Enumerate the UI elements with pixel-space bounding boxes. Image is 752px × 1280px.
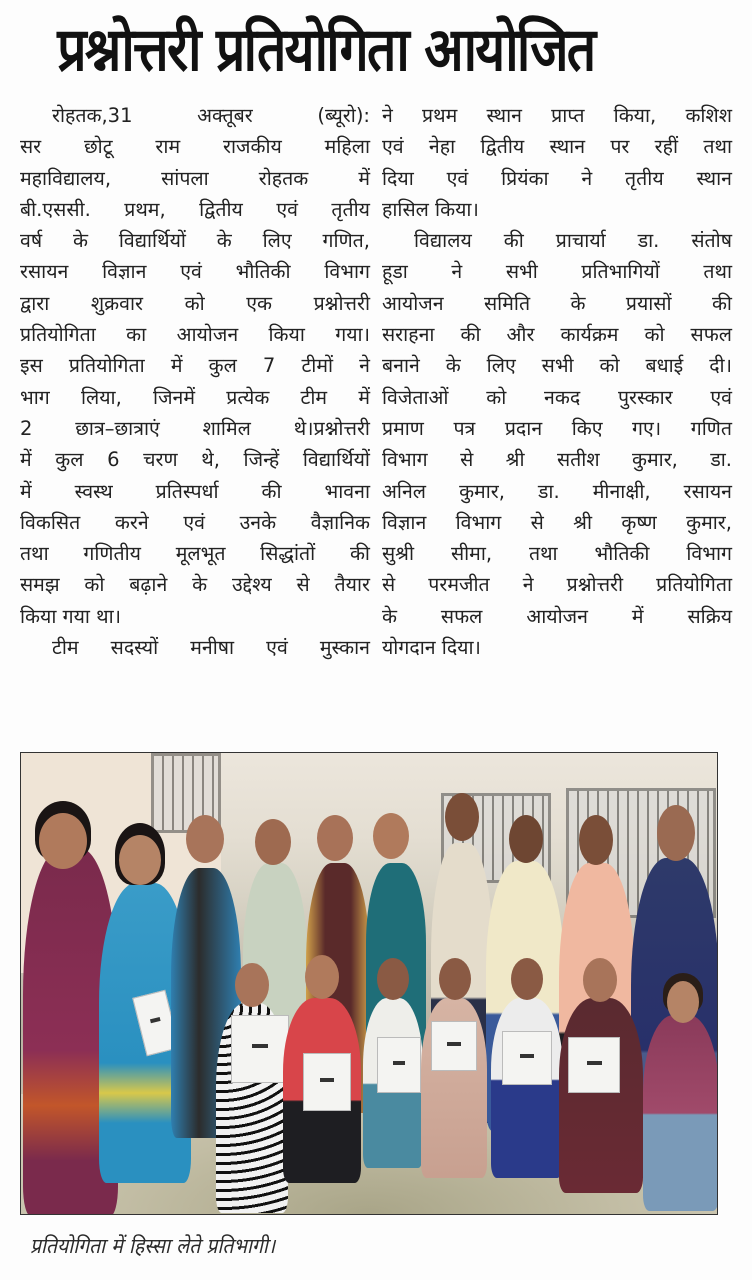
body-line: बी.एससी. प्रथम, द्वितीय एवं तृतीय xyxy=(20,197,370,221)
person-head xyxy=(439,958,471,1000)
body-line: में स्वस्थ प्रतिस्पर्धा की भावना xyxy=(20,479,370,503)
certificate xyxy=(568,1037,620,1093)
body-line: टीम सदस्यों मनीषा एवं मुस्कान xyxy=(52,636,370,660)
body-line: दिया एवं प्रियंका ने तृतीय स्थान xyxy=(382,166,732,190)
photo-caption: प्रतियोगिता में हिस्सा लेते प्रतिभागी। xyxy=(30,1234,276,1258)
body-line: वर्ष के विद्यार्थियों के लिए गणित, xyxy=(20,229,370,253)
body-line: समझ को बढ़ाने के उद्देश्य से तैयार xyxy=(20,573,370,597)
body-line: सुश्री सीमा, तथा भौतिकी विभाग xyxy=(382,542,732,566)
person-head xyxy=(39,813,87,869)
certificate xyxy=(502,1031,552,1085)
body-line: भाग लिया, जिनमें प्रत्येक टीम में xyxy=(20,385,370,409)
person-head xyxy=(377,958,409,1000)
body-line: सर छोटू राम राजकीय महिला xyxy=(20,135,370,159)
person-head xyxy=(119,835,161,885)
person-head xyxy=(667,981,699,1023)
body-line: बनाने के लिए सभी को बधाई दी। xyxy=(382,354,732,378)
body-line: सराहना की और कार्यक्रम को सफल xyxy=(382,323,732,347)
body-line: तथा गणितीय मूलभूत सिद्धांतों की xyxy=(20,542,370,566)
certificate xyxy=(377,1037,421,1093)
body-line: ने प्रथम स्थान प्राप्त किया, कशिश xyxy=(382,104,732,127)
person-head xyxy=(255,819,291,865)
person-head xyxy=(186,815,224,863)
person-head xyxy=(511,958,543,1000)
dateline: रोहतक,31 अक्तूबर (ब्यूरो): xyxy=(52,104,370,127)
headline: प्रश्नोत्तरी प्रतियोगिता आयोजित xyxy=(57,15,595,85)
person xyxy=(559,998,643,1193)
body-line: प्रमाण पत्र प्रदान किए गए। गणित xyxy=(382,416,732,440)
body-line: प्रतियोगिता का आयोजन किया गया। xyxy=(20,323,370,347)
body-line: 2 छात्र–छात्राएं शामिल थे।प्रश्नोत्तरी xyxy=(20,416,370,440)
person-head xyxy=(445,793,479,841)
body-line: से परमजीत ने प्रश्नोत्तरी प्रतियोगिता xyxy=(382,573,732,597)
person-head xyxy=(657,805,695,861)
body-line: रसायन विज्ञान एवं भौतिकी विभाग xyxy=(20,260,370,284)
person xyxy=(491,998,563,1178)
body-line: के सफल आयोजन में सक्रिय xyxy=(382,604,732,628)
person-head xyxy=(305,955,339,999)
body-line: हूडा ने सभी प्रतिभागियों तथा xyxy=(382,260,732,284)
person-head xyxy=(579,815,613,865)
body-line: द्वारा शुक्रवार को एक प्रश्नोत्तरी xyxy=(20,291,370,315)
certificate xyxy=(231,1015,289,1083)
person-head xyxy=(235,963,269,1007)
body-line: विद्यालय की प्राचार्या डा. संतोष xyxy=(414,229,732,253)
body-line: योगदान दिया। xyxy=(382,636,481,660)
body-line: में कुल 6 चरण थे, जिन्हें विद्यार्थियों xyxy=(20,448,370,472)
person-head xyxy=(509,815,543,863)
article-left-column xyxy=(20,100,370,663)
person xyxy=(643,1015,718,1211)
body-line: आयोजन समिति के प्रयासों की xyxy=(382,291,732,315)
group-photo xyxy=(20,752,718,1215)
body-line: महाविद्यालय, सांपला रोहतक में xyxy=(20,166,370,190)
body-line: एवं नेहा द्वितीय स्थान पर रहीं तथा xyxy=(382,135,732,159)
body-line: विजेताओं को नकद पुरस्कार एवं xyxy=(382,385,732,409)
person-head xyxy=(373,813,409,859)
body-line: विज्ञान विभाग से श्री कृष्ण कुमार, xyxy=(382,510,732,534)
certificate xyxy=(303,1053,351,1111)
person-head xyxy=(583,958,617,1002)
body-line: किया गया था। xyxy=(20,604,122,628)
certificate xyxy=(431,1021,477,1071)
article-right-column xyxy=(382,100,732,663)
body-line: विभाग से श्री सतीश कुमार, डा. xyxy=(382,448,732,472)
body-line: हासिल किया। xyxy=(382,197,479,221)
body-line: विकसित करने एवं उनके वैज्ञानिक xyxy=(20,510,370,534)
person-head xyxy=(317,815,353,861)
body-line: इस प्रतियोगिता में कुल 7 टीमों ने xyxy=(20,354,370,378)
body-line: अनिल कुमार, डा. मीनाक्षी, रसायन xyxy=(382,479,732,503)
